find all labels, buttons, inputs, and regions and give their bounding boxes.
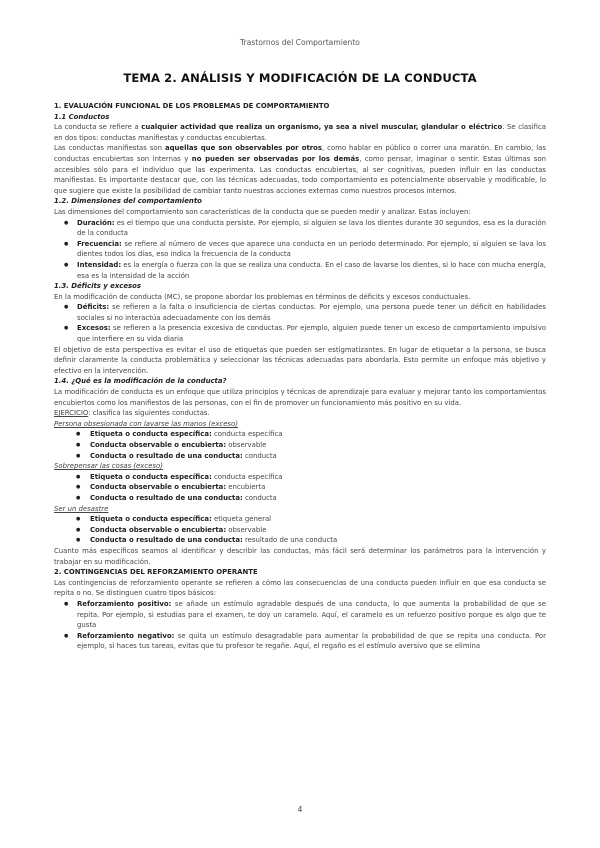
list-item: ● Conducta o resultado de una conducta: resultado de una conducta (54, 535, 546, 546)
section-1-4-heading: 1.4. ¿Qué es la modificación de la conducta? (54, 377, 227, 386)
list-item: ● Etiqueta o conducta específica: etiqueta general (54, 514, 546, 525)
list-item: ● Intensidad: es la energía o fuerza con la que se realiza una conducta. En el caso de lavarse los dientes, si lo hace con mucha energía, esa es la intensidad de la acción (54, 260, 546, 281)
case-title: Ser un desastre (54, 504, 109, 513)
list-item: ● Conducta observable o encubierta: observable (54, 525, 546, 536)
section-1-heading: 1. EVALUACIÓN FUNCIONAL DE LOS PROBLEMAS DE COMPORTAMIENTO (54, 102, 330, 110)
list-item: ● Excesos: se refieren a la presencia excesiva de conductas. Por ejemplo, alguien puede tener un exceso de comportamiento impulsivo que interfiere en su vida diaria (54, 323, 546, 344)
section-2-heading: 2. CONTINGENCIAS DEL REFORZAMIENTO OPERANTE (54, 568, 258, 577)
section-1-2-heading: 1.2. Dimensiones del comportamiento (54, 197, 202, 206)
list-item: ● Conducta observable o encubierta: observable (54, 440, 546, 451)
paragraph-conducta-definition: La conducta se refiere a cualquier actividad que realiza un organismo, ya sea a nivel muscular, glandular o eléctrico. Se clasifica en dos tipos: conductas manifiestas y conductas encubiertas. (54, 123, 546, 142)
section-1-3-heading: 1.3. Déficits y excesos (54, 282, 141, 291)
list-item: ● Etiqueta o conducta específica: conducta específica (54, 472, 546, 483)
page-title: TEMA 2. ANÁLISIS Y MODIFICACIÓN DE LA CONDUCTA (123, 71, 477, 85)
list-item: ● Etiqueta o conducta específica: conducta específica (54, 429, 546, 440)
paragraph-contingencias-intro: Las contingencias de reforzamiento operante se refieren a cómo las consecuencias de una conducta pueden influir en que esa conducta se repita o no. Se distinguen cuatro tipos básicos: (54, 578, 546, 598)
case-title: Sobrepensar las cosas (exceso) (54, 462, 163, 471)
list-item: ● Reforzamiento negativo: se quita un estímulo desagradable para aumentar la probabilidad de que se repita una conducta. Por ejemplo, si haces tus tareas, evitas que tu profesor te regañe. Aquí, el regaño es el estímulo aversivo que se elimina (54, 631, 546, 652)
running-header: Trastornos del Comportamiento (240, 38, 360, 47)
paragraph-especificos: Cuanto más específicos seamos al identificar y describir las conductas, más fácil será determinar los parámetros para la intervención y trabajar en su modificación. (54, 546, 546, 566)
paragraph-modificacion-intro: La modificación de conducta es un enfoque que utiliza principios y técnicas de aprendizaje para evaluar y mejorar tanto los comportamientos encubiertos como los manifiestos de las personas, con el fin de promover un funcionamiento más positivo en su vida. (54, 388, 546, 407)
case-list (54, 514, 546, 546)
exercise-line: EJERCICIO: clasifica las siguientes conductas. (54, 409, 210, 418)
case-list (54, 472, 546, 504)
dimensions-list (54, 218, 546, 282)
paragraph-dimensiones-intro: Las dimensiones del comportamiento son características de la conducta que se pueden medir y analizar. Estas incluyen: (54, 207, 471, 216)
section-1-1-heading: 1.1 Conductos (54, 112, 110, 121)
case-title: Persona obsesionada con lavarse las manos (exceso) (54, 419, 238, 428)
paragraph-deficits-intro: En la modificación de conducta (MC), se propone abordar los problemas en términos de déficits y excesos conductuales. (54, 292, 471, 301)
document-body (54, 101, 546, 652)
list-item: ● Conducta o resultado de una conducta: conducta (54, 451, 546, 462)
deficits-list (54, 302, 546, 344)
list-item: ● Conducta o resultado de una conducta: conducta (54, 493, 546, 504)
list-item: ● Conducta observable o encubierta: encubierta (54, 482, 546, 493)
list-item: ● Frecuencia: se refiere al número de veces que aparece una conducta en un periodo determinado. Por ejemplo, si alguien se lava los dientes todos los días, eso indica la frecuencia de la conducta (54, 239, 546, 260)
list-item: ● Duración: es el tiempo que una conducta persiste. Por ejemplo, si alguien se lava los dientes durante 30 segundos, esa es la duración de la conducta (54, 218, 546, 239)
paragraph-conductas-manifiestas: Las conductas manifiestas son aquellas que son observables por otros, como hablar en público o correr una maratón. En cambio, las conductas encubiertas son internas y no pueden ser observadas por los demás, como pensar, imaginar o sentir. Estas últimas son accesibles sólo para el individuo que las experimenta. Las conductas encubiertas, al ser cognitivas, pueden influir en las conductas manifiestas. Es importante destacar que, con las técnicas adecuadas, todo comportamiento es potencialmente observable y modificable, lo que sugiere que existe la posibilidad de cambiar tanto nuestras acciones externas como nuestros procesos internos. (54, 144, 546, 195)
case-list (54, 429, 546, 461)
paragraph-deficits-outro: El objetivo de esta perspectiva es evitar el uso de etiquetas que pueden ser estigmatizantes. En lugar de etiquetar a la persona, se busca definir claramente la conducta problemática y seleccionar las técnicas adecuadas para abordarla. Esto permite un enfoque más objetivo y efectivo en la intervención. (54, 345, 546, 375)
list-item: ● Reforzamiento positivo: se añade un estímulo agradable después de una conducta, lo que aumenta la probabilidad de que se repita. Por ejemplo, si estudias para el examen, te doy un caramelo. Aquí, el caramelo es un refuerzo positivo porque es algo que te gusta (54, 599, 546, 631)
list-item: ● Déficits: se refieren a la falta o insuficiencia de ciertas conductas. Por ejemplo, una persona puede tener un déficit en habilidades sociales si no interactúa adecuadamente con los demás (54, 302, 546, 323)
page-number: 4 (297, 805, 303, 814)
reinforcement-list (54, 599, 546, 652)
